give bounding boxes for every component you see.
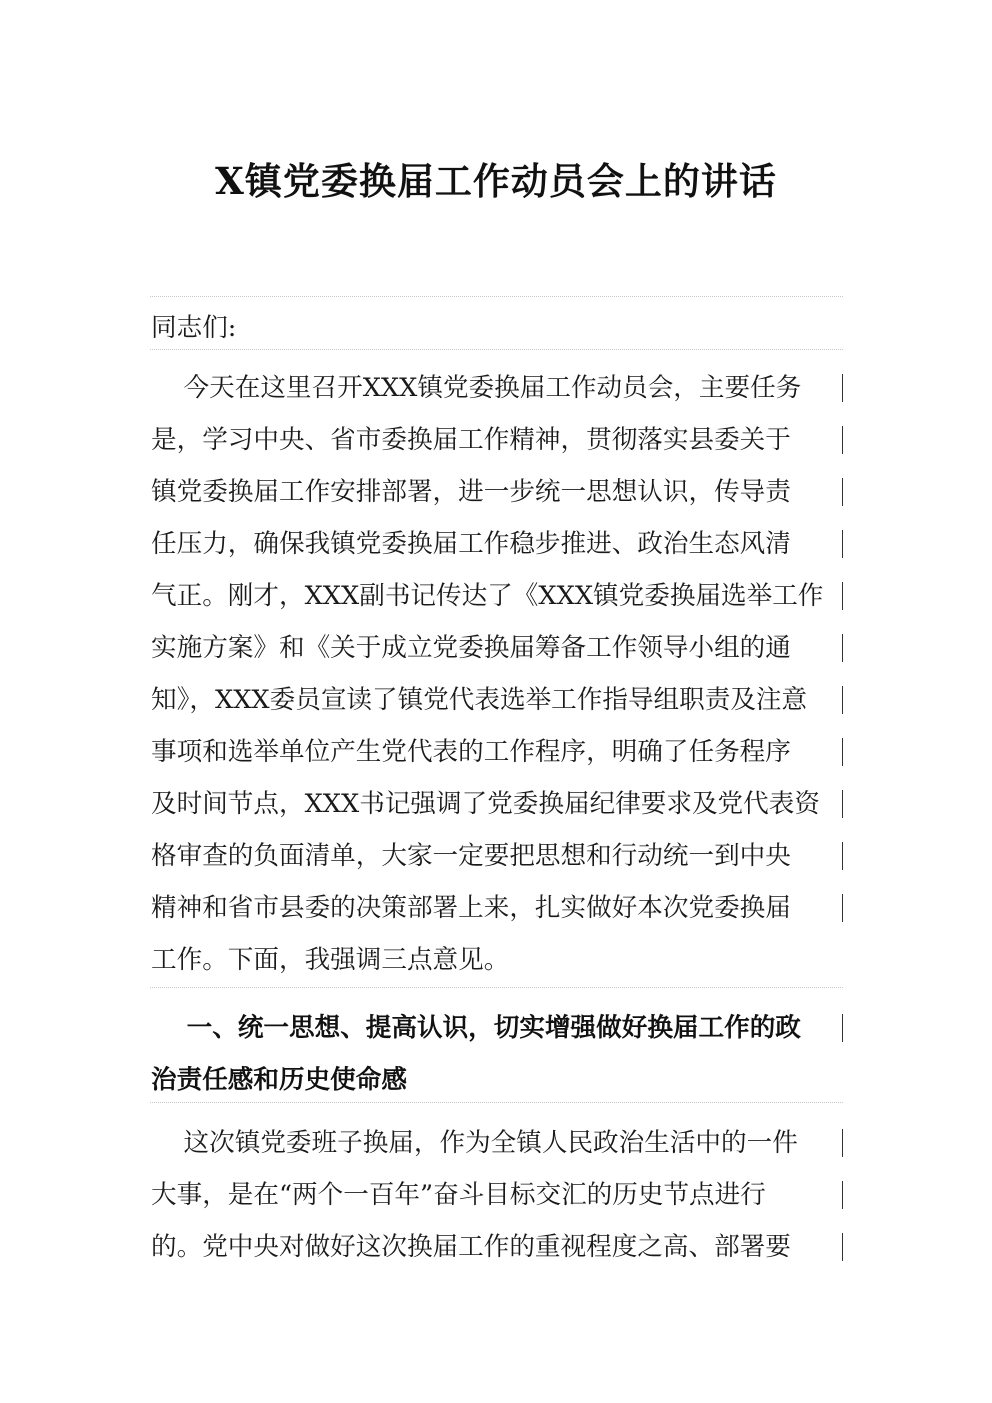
paragraph-line: 气正。刚才，XXX副书记传达了《XXX镇党委换届选举工作 <box>151 581 824 611</box>
paragraph-line: 任压力，确保我镇党委换届工作稳步推进、政治生态风清 <box>151 529 791 559</box>
paragraph-line: 知》，XXX委员宣读了镇党代表选举工作指导组职责及注意 <box>151 685 808 715</box>
heading-line: 治责任感和历史使命感 <box>151 1065 407 1095</box>
paragraph-1 <box>151 362 841 986</box>
line-end-marker <box>842 634 843 662</box>
paragraph-line: 及时间节点，XXX书记强调了党委换届纪律要求及党代表资 <box>151 789 820 819</box>
divider <box>150 296 843 297</box>
line-end-marker <box>842 738 843 766</box>
line-end-marker <box>842 790 843 818</box>
paragraph-line: 事项和选举单位产生党代表的工作程序，明确了任务程序 <box>151 737 791 767</box>
line-end-marker <box>842 426 843 454</box>
line-end-marker <box>842 374 843 402</box>
document-title: X镇党委换届工作动员会上的讲话 <box>215 159 777 203</box>
paragraph-line: 是，学习中央、省市委换届工作精神，贯彻落实县委关于 <box>151 425 791 455</box>
paragraph-line: 实施方案》和《关于成立党委换届筹备工作领导小组的通 <box>151 633 791 663</box>
line-end-marker <box>842 582 843 610</box>
paragraph-line: 这次镇党委班子换届，作为全镇人民政治生活中的一件 <box>151 1128 798 1158</box>
paragraph-line: 今天在这里召开XXX镇党委换届工作动员会，主要任务 <box>151 373 802 403</box>
line-end-marker <box>842 894 843 922</box>
line-end-marker <box>842 530 843 558</box>
line-end-marker <box>842 1181 843 1209</box>
line-end-marker <box>842 1014 843 1042</box>
paragraph-line: 大事，是在“两个一百年”奋斗目标交汇的历史节点进行 <box>151 1180 766 1210</box>
salutation: 同志们: <box>151 313 237 343</box>
paragraph-line: 精神和省市县委的决策部署上来，扎实做好本次党委换届 <box>151 893 791 923</box>
divider <box>150 1102 843 1103</box>
paragraph-line: 工作。下面，我强调三点意见。 <box>151 945 510 975</box>
paragraph-2 <box>151 1117 841 1273</box>
section-heading-1 <box>151 1002 841 1106</box>
line-end-marker <box>842 1129 843 1157</box>
paragraph-line: 镇党委换届工作安排部署，进一步统一思想认识，传导责 <box>151 477 791 507</box>
line-end-marker <box>842 842 843 870</box>
line-end-marker <box>842 686 843 714</box>
line-end-marker <box>842 478 843 506</box>
divider <box>150 349 843 350</box>
paragraph-line: 的。党中央对做好这次换届工作的重视程度之高、部署要 <box>151 1232 791 1262</box>
paragraph-line: 格审查的负面清单，大家一定要把思想和行动统一到中央 <box>151 841 791 871</box>
heading-line: 一、统一思想、提高认识，切实增强做好换届工作的政 <box>151 1013 801 1043</box>
line-end-marker <box>842 1233 843 1261</box>
divider <box>150 987 843 988</box>
